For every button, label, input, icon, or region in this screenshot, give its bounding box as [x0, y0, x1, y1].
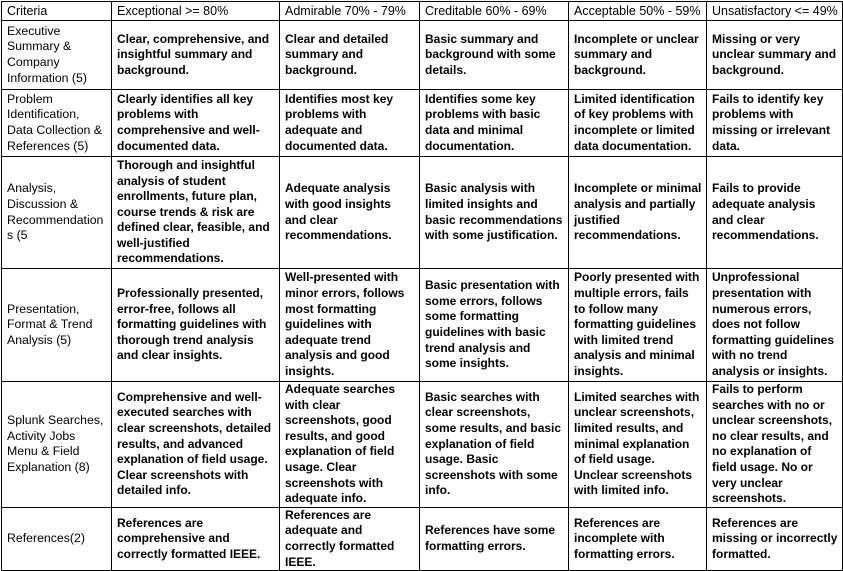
criteria-cell: Analysis, Discussion & Recommendations (5 — [2, 157, 112, 269]
creditable-cell: Basic analysis with limited insights and basic recommendations with some justification. — [420, 157, 569, 269]
rubric-header — [2, 2, 843, 21]
header-unsatisfactory: Unsatisfactory <= 49% — [707, 2, 843, 21]
table-row — [2, 90, 843, 157]
rubric-body — [2, 21, 843, 571]
criteria-cell: References(2) — [2, 507, 112, 570]
header-criteria: Criteria — [2, 2, 112, 21]
creditable-cell: References have some formatting errors. — [420, 507, 569, 570]
header-row — [2, 2, 843, 21]
table-row — [2, 269, 843, 382]
header-exceptional: Exceptional >= 80% — [112, 2, 280, 21]
exceptional-cell: Professionally presented, error-free, follows all formatting guidelines with thorough trend analysis and clear insights. — [112, 269, 280, 382]
unsatisfactory-cell: Fails to identify key problems with missing or irrelevant data. — [707, 90, 843, 157]
admirable-cell: Adequate searches with clear screenshots, good results, and good explanation of field usage. Clear screenshots with adequate info. — [280, 382, 420, 508]
acceptable-cell: Incomplete or minimal analysis and partially justified recommendations. — [569, 157, 707, 269]
criteria-cell: Problem Identification, Data Collection & References (5) — [2, 90, 112, 157]
exceptional-cell: Thorough and insightful analysis of student enrollments, future plan, course trends & risk are defined clear, feasible, and well-justified recommendations. — [112, 157, 280, 269]
acceptable-cell: Poorly presented with multiple errors, fails to follow many formatting guidelines with limited trend analysis and minimal insights. — [569, 269, 707, 382]
header-creditable: Creditable 60% - 69% — [420, 2, 569, 21]
table-row — [2, 21, 843, 90]
admirable-cell: Adequate analysis with good insights and clear recommendations. — [280, 157, 420, 269]
criteria-cell: Executive Summary & Company Information (5) — [2, 21, 112, 90]
exceptional-cell: Clear, comprehensive, and insightful summary and background. — [112, 21, 280, 90]
header-acceptable: Acceptable 50% - 59% — [569, 2, 707, 21]
table-row — [2, 157, 843, 269]
unsatisfactory-cell: Fails to provide adequate analysis and clear recommendations. — [707, 157, 843, 269]
unsatisfactory-cell: References are missing or incorrectly formatted. — [707, 507, 843, 570]
table-row — [2, 507, 843, 570]
unsatisfactory-cell: Missing or very unclear summary and background. — [707, 21, 843, 90]
header-admirable: Admirable 70% - 79% — [280, 2, 420, 21]
criteria-cell: Splunk Searches, Activity Jobs Menu & Field Explanation (8) — [2, 382, 112, 508]
acceptable-cell: Limited searches with unclear screenshots, limited results, and minimal explanation of field usage. Unclear screenshots with limited info. — [569, 382, 707, 508]
table-row — [2, 382, 843, 508]
acceptable-cell: References are incomplete with formatting errors. — [569, 507, 707, 570]
exceptional-cell: Clearly identifies all key problems with comprehensive and well-documented data. — [112, 90, 280, 157]
exceptional-cell: Comprehensive and well-executed searches with clear screenshots, detailed results, and advanced explanation of field usage. Clear screenshots with detailed info. — [112, 382, 280, 508]
admirable-cell: Clear and detailed summary and background. — [280, 21, 420, 90]
admirable-cell: Identifies most key problems with adequate and documented data. — [280, 90, 420, 157]
creditable-cell: Identifies some key problems with basic data and minimal documentation. — [420, 90, 569, 157]
admirable-cell: References are adequate and correctly formatted IEEE. — [280, 507, 420, 570]
exceptional-cell: References are comprehensive and correctly formatted IEEE. — [112, 507, 280, 570]
rubric-table — [1, 1, 843, 571]
creditable-cell: Basic summary and background with some details. — [420, 21, 569, 90]
unsatisfactory-cell: Unprofessional presentation with numerous errors, does not follow formatting guidelines with no trend analysis or insights. — [707, 269, 843, 382]
creditable-cell: Basic presentation with some errors, follows some formatting guidelines with basic trend analysis and some insights. — [420, 269, 569, 382]
admirable-cell: Well-presented with minor errors, follows most formatting guidelines with adequate trend analysis and good insights. — [280, 269, 420, 382]
creditable-cell: Basic searches with clear screenshots, some results, and basic explanation of field usage. Basic screenshots with some info. — [420, 382, 569, 508]
criteria-cell: Presentation, Format & Trend Analysis (5) — [2, 269, 112, 382]
acceptable-cell: Limited identification of key problems with incomplete or limited data documentation. — [569, 90, 707, 157]
acceptable-cell: Incomplete or unclear summary and background. — [569, 21, 707, 90]
unsatisfactory-cell: Fails to perform searches with no or unclear screenshots, no clear results, and no explanation of field usage. No or very unclear screenshots. — [707, 382, 843, 508]
